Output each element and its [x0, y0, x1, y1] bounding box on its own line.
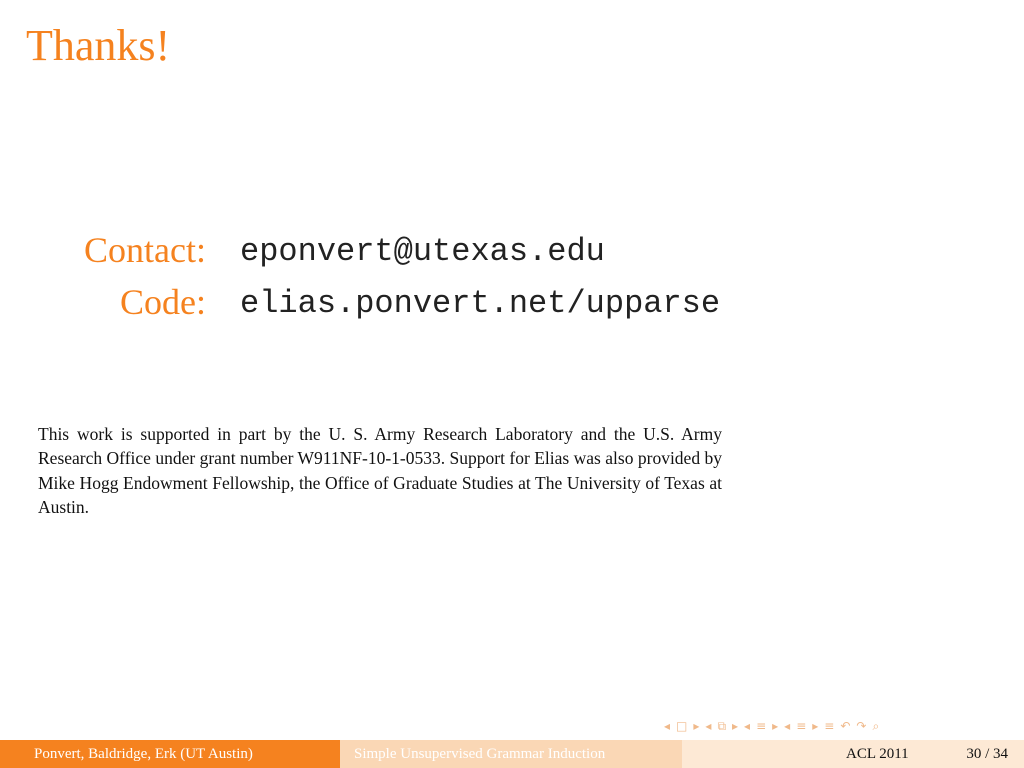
nav-next-frame-icon[interactable]: ▸ [693, 719, 700, 733]
nav-frame-icon[interactable]: □ [676, 719, 688, 733]
footer-venue: ACL 2011 [846, 746, 909, 762]
beamer-navigation-bar [664, 716, 1020, 736]
contact-email[interactable]: eponvert@utexas.edu [240, 233, 605, 270]
contact-row-email [0, 228, 1024, 280]
nav-next-section-icon[interactable]: ▸ [812, 719, 819, 733]
nav-toc-icon[interactable]: ≡ [824, 719, 835, 733]
code-url[interactable]: elias.ponvert.net/upparse [240, 285, 721, 322]
nav-slide-icon[interactable]: ⧉ [717, 719, 727, 733]
nav-prev-section-icon[interactable]: ◂ [784, 719, 791, 733]
footer-talk-title: Simple Unsupervised Grammar Induction [340, 740, 682, 768]
footer-bar [0, 740, 1024, 768]
nav-prev-slide-icon[interactable]: ◂ [705, 719, 712, 733]
nav-prev-frame-icon[interactable]: ◂ [664, 719, 671, 733]
slide-title: Thanks! [26, 21, 171, 70]
nav-next-slide-icon[interactable]: ▸ [732, 719, 739, 733]
nav-prev-subsection-icon[interactable]: ◂ [744, 719, 751, 733]
acknowledgement-text: This work is supported in part by the U. S. Army Research Laboratory and the U.S. Army Research Office under grant number W911NF-10-1-0533. Support for Elias was also provided by Mike Hogg Endowment Fellowship, the Office of Graduate Studies at The University of Texas at Austin. [38, 423, 722, 517]
footer-page-number: 30 / 34 [966, 746, 1008, 762]
footer-info [682, 740, 1024, 768]
footer-authors: Ponvert, Baldridge, Erk (UT Austin) [0, 740, 340, 768]
contact-label: Contact: [84, 230, 206, 270]
contact-row-code [0, 280, 1024, 332]
nav-section-icon[interactable]: ≡ [796, 719, 807, 733]
contact-block [0, 228, 1024, 332]
nav-forward-icon[interactable]: ↷ [856, 719, 867, 733]
nav-next-subsection-icon[interactable]: ▸ [772, 719, 779, 733]
nav-subsection-icon[interactable]: ≡ [756, 719, 767, 733]
code-label: Code: [120, 282, 206, 322]
nav-search-icon[interactable]: ⌕ [872, 719, 880, 733]
nav-back-icon[interactable]: ↶ [840, 719, 851, 733]
